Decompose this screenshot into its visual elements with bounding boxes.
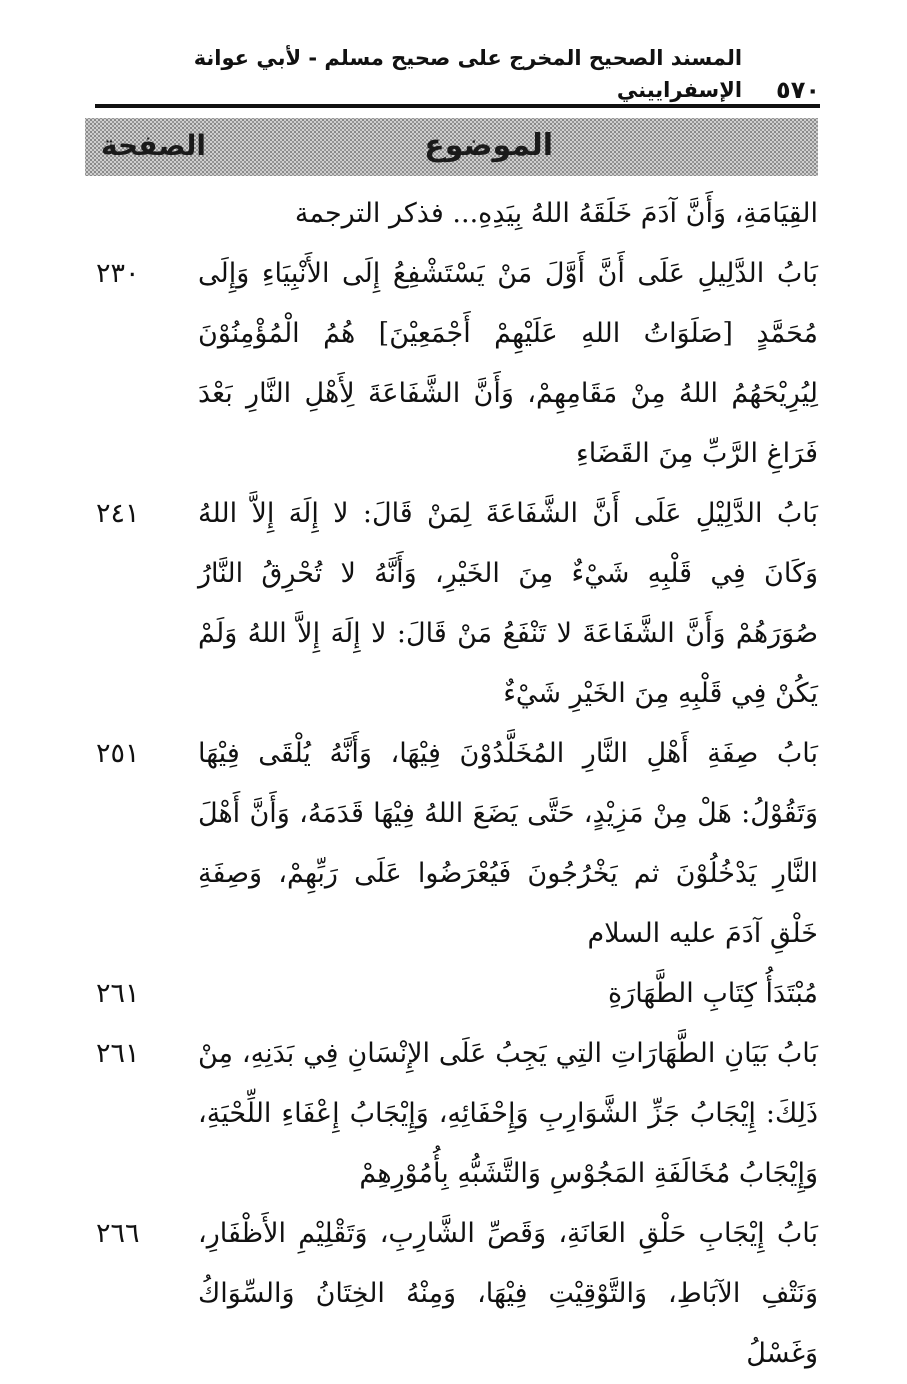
entry-page-number: ٢٥١ bbox=[96, 738, 140, 769]
entry-text: بَابُ إِيْجَابِ حَلْقِ العَانَةِ، وَقَصِّ الشَّارِبِ، وَتَقْلِيْمِ الأَظْفَارِ، وَنَتْفِ الآبَاطِ، وَالتَّوْقِيْتِ فِيْهَا، وَمِنْهُ الخِتَانُ وَالسِّوَاكُ وَغَسْلُ bbox=[198, 1218, 818, 1369]
entry-text: بَابُ بَيَانِ الطَّهَارَاتِ التِي يَجِبُ عَلَى الإِنْسَانِ فِي بَدَنِهِ، مِنْ ذَلِكَ: إِيْجَابُ جَزِّ الشَّوَارِبِ وَإِحْفَائِهِ، وَإِيْجَابُ إِعْفَاءِ اللِّحْيَةِ، وَإِيْجَابُ مُخَالَفَةِ المَجُوْسِ وَالتَّشَبُّهِ بِأُمُوْرِهِمْ bbox=[198, 1038, 818, 1189]
entry-text: القِيَامَةِ، وَأَنَّ آدَمَ خَلَقَهُ اللهُ بِيَدِهِ... فذكر الترجمة bbox=[294, 198, 818, 229]
entry-page-number: ٢٦١ bbox=[96, 978, 140, 1009]
entry-page-number: ٢٤١ bbox=[96, 498, 140, 529]
index-entries bbox=[90, 184, 818, 1384]
header-rule bbox=[95, 104, 820, 108]
index-entry bbox=[90, 244, 818, 484]
index-entry bbox=[90, 964, 818, 1024]
entry-text: بَابُ صِفَةِ أَهْلِ النَّارِ المُخَلَّدُوْنَ فِيْهَا، وَأَنَّهُ يُلْقَى فِيْهَا وَتَقُوْلُ: هَلْ مِنْ مَزِيْدٍ، حَتَّى يَضَعَ اللهُ فِيْهَا قَدَمَهُ، وَأَنَّ أَهْلَ النَّارِ يَدْخُلُوْنَ ثم يَخْرُجُونَ فَيُعْرَضُوا عَلَى رَبِّهِمْ، وَصِفَةِ خَلْقِ آدَمَ عليه السلام bbox=[198, 738, 818, 949]
index-entry bbox=[90, 724, 818, 964]
index-entry bbox=[90, 1024, 818, 1204]
entry-page-number: ٢٣٠ bbox=[96, 258, 140, 289]
running-header bbox=[95, 46, 820, 106]
book-title: المسند الصحيح المخرج على صحيح مسلم - لأبي عوانة الإسفراييني bbox=[193, 46, 743, 102]
entry-text: بَابُ الدَّلِيْلِ عَلَى أَنَّ الشَّفَاعَةَ لِمَنْ قَالَ: لا إِلَهَ إِلاَّ اللهُ وَكَانَ فِي قَلْبِهِ شَيْءٌ مِنَ الخَيْرِ، وَأَنَّهُ لا تُحْرِقُ النَّارُ صُوَرَهُمْ وَأَنَّ الشَّفَاعَةَ لا تَنْفَعُ مَنْ قَالَ: لا إِلَهَ إِلاَّ اللهُ وَلَمْ يَكُنْ فِي قَلْبِهِ مِنَ الخَيْرِ شَيْءٌ bbox=[198, 498, 818, 709]
column-page-label: الصفحة bbox=[101, 129, 207, 162]
page-number: ٥٧٠ bbox=[776, 76, 820, 104]
index-entry bbox=[90, 1204, 818, 1384]
entry-text: بَابُ الدَّلِيلِ عَلَى أَنَّ أَوَّلَ مَنْ يَسْتَشْفِعُ إِلَى الأَنْبِيَاءِ وَإِلَى مُحَمَّدٍ [صَلَوَاتُ اللهِ عَلَيْهِمْ أَجْمَعِيْنَ] هُمُ الْمُؤْمِنُوْنَ لِيُرِيْحَهُمُ اللهُ مِنْ مَقَامِهِمْ، وَأَنَّ الشَّفَاعَةَ لِأَهْلِ النَّارِ بَعْدَ فَرَاغِ الرَّبِّ مِنَ القَضَاءِ bbox=[198, 258, 818, 469]
entry-text: مُبْتَدَأُ كِتَابِ الطَّهَارَةِ bbox=[608, 978, 818, 1009]
column-header-bar bbox=[85, 118, 818, 176]
column-topic-label: الموضوع bbox=[424, 128, 553, 163]
entry-page-number: ٢٦١ bbox=[96, 1038, 140, 1069]
entry-page-number: ٢٦٦ bbox=[96, 1218, 140, 1249]
index-entry bbox=[90, 484, 818, 724]
index-entry bbox=[90, 184, 818, 244]
